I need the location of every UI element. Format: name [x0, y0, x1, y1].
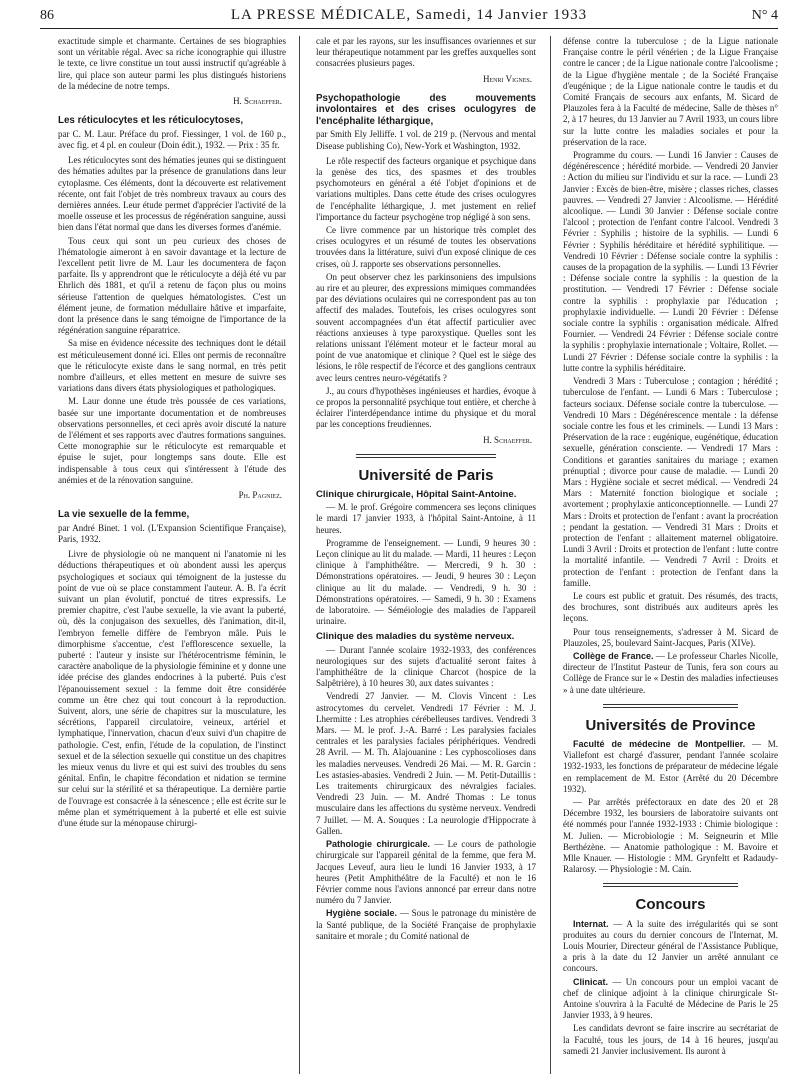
body-paragraph: Pour tous renseignements, s'adresser à M. Sicard de Plauzoles, 25, boulevard Saint-Jacques, Paris (XIVe).: [563, 626, 778, 648]
body-paragraph: Livre de physiologie où ne manquent ni l'anatomie ni les déductions thérapeutiques et où abondent aussi les aperçus psychologiques et sociaux qui témoignent de la justesse du point de vue où se place constamment l'auteur. A. B. l'a écrit suivant un plan évolutif, ponctué de titres expressifs. Le premier chapitre, c'est l'aube sexuelle, la vie avant la puberté, où, dès la conjugaison des sexuelles, dès l'animation, dit-il, l'embryon femelle diffère de l'embryon mâle. Puis le dimorphisme s'accentue, c'est l'efflorescence sexuelle, la puberté : l'auteur y insiste sur l'hétérocentrisme féminin, le caractère anabolique de la physiologie féminine et y donne une idée précise des glandes endocrines à la puberté. Puis c'est l'épanouissement sexuel : la femme doit être considérée comme un être chez qui tout concourt à la reproduction. Suivent, alors, une série de chapitres sur la musculature, les sécrétions, l'appareil circulatoire, veineux, artériel et lymphatique, l'innervation, chacun d'eux suivi d'un chapitre de pathologie. C'est, enfin, l'étude de la copulation, de l'instinct sexuel et de la sélection sexuelle qui constitue un des chapitres les mieux venus du livre et qui est suivi des troubles du sens génital. Enfin, le chapitre fécondation et nidation se termine sur celui sur la stérilité et sa thérapeutique. La dernière partie de l'ouvrage est consacrée à la sénescence ; elle est écrite sur le même plan et symétriquement à la puberté et elle est suivie d'une étude sur la ménopause chirurgi-: [58, 549, 286, 828]
section-heading: Université de Paris: [358, 466, 494, 484]
subsection-heading: Clinicat.: [573, 976, 609, 987]
column-3: [563, 36, 778, 1074]
review-bibliography: par Smith Ely Jelliffe. 1 vol. de 219 p. (Nervous and mental Disease publishing Co), New-York et Washington, 1932.: [316, 129, 536, 151]
body-paragraph: Programme du cours. — Lundi 16 Janvier : Causes de dégénérescence ; hérédité morbide. — Vendredi 20 Janvier : Action du milieu sur l'individu et sur la race. — Lundi 23 Janvier : Excès de bien-être, misère ; classes riches, classes pauvres. — Vendredi 27 Janvier : Alcoolisme. — Hérédité alcoolique. — Lundi 30 Janvier : Défense sociale contre l'alcool ; protection de l'enfant contre l'alcool. Vendredi 3 Février : Syphilis ; histoire de la syphilis. — Lundi 6 Février : Syphilis héréditaire et hérédité syphilitique. — Vendredi 10 Février : Défense sociale contre la syphilis : causes de la propagation de la syphilis. — Lundi 13 Février : Défense sociale contre la syphilis : la question de la prostitution. — Vendredi 17 Février : Défense sociale contre la syphilis : prophylaxie par l'éducation ; prophylaxie individuelle. — Lundi 20 Février : Défense sociale contre la syphilis : organisation médicale. Alfred Fournier. — Vendredi 24 Février : Défense sociale contre la syphilis : prophylaxie internationale ; Voltaire, Rollet. — Lundi 27 Février : Défense sociale contre la syphilis : la lutte contre la syphilis héréditaire.: [563, 150, 778, 373]
section-divider: [603, 704, 738, 708]
body-paragraph: Tous ceux qui sont un peu curieux des choses de l'hématologie aimeront à en savoir davantage et la lecture de l'excellent petit livre de M. Laur les documentera de façon parfaite. Ils y apprendront que le réticulocyte a déjà été vu par Ehrlich dès 1881, et qu'il a retenu de façon plus ou moins sérieuse l'attention de quelques hématologistes. C'est un élément jeune, de formation médullaire hâtive et imparfaite, dont la présence dans le sang témoigne de l'importance de la régénération sanguine réparatrice.: [58, 235, 286, 336]
body-text: — A la suite des irrégularités qui se sont produites au cours du dernier concours de l'Internat, M. Louis Mourier, Directeur général de l'Assistance Publique, a pris à la date du 12 Janvier un arrêté annulant ce concours.: [563, 918, 778, 974]
issue-number: N° 4: [751, 8, 778, 23]
page-header: [40, 6, 778, 29]
review-title: Psychopathologie des mouvements involontaires et des crises oculogyres de l'encéphalite léthargique,: [316, 92, 536, 127]
body-paragraph: — M. le prof. Grégoire commencera ses leçons cliniques le mardi 17 janvier 1933, à l'hôpital Saint-Antoine, à 11 heures.: [316, 502, 536, 535]
subsection-heading: Hygiène sociale.: [326, 908, 398, 919]
body-text: — Le cours de pathologie chirurgicale sur l'appareil génital de la femme, que fera M. Jacques Leveuf, aura lieu le lundi 16 Janvier 1933, à 17 heures (Petit Amphithéâtre de la Faculté) et non le 16 Février comme nous l'avions annoncé par erreur dans notre numéro du 7 Janvier.: [316, 839, 536, 906]
signature: H. Schaeffer.: [483, 434, 532, 445]
body-paragraph: — Par arrêtés préfectoraux en date des 20 et 28 Décembre 1932, les boursiers de laboratoire suivants ont été nommés pour l'année 1932-1933 : Chimie biologique : M. Julien. — Microbiologie : M. Seigneurin et Mlle Berthézène. — Anatomie pathologique : M. Bavoire et Mlle Knauer. — Histologie : MM. Grynfeltt et Radaudy-Ralarosy. — Physiologie : M. Cain.: [563, 797, 778, 875]
body-paragraph: — Durant l'année scolaire 1932-1933, des conférences neurologiques sur des sujets d'actualité seront faites à l'amphithéâtre de la clinique Charcot (hospice de la Salpêtrière), à 10 heures 30, aux dates suivantes :: [316, 644, 536, 689]
review-bibliography: par André Binet. 1 vol. (L'Expansion Scientifique Française), Paris, 1932.: [58, 522, 286, 544]
body-text: — Sous le patronage du ministère de la Santé publique, de la Société Française de prophylaxie sanitaire et morale ; du Comité national de: [316, 908, 536, 941]
column-2: [316, 36, 536, 1074]
body-paragraph: Les candidats devront se faire inscrire au secrétariat de la Faculté, tous les jours, de 14 à 16 heures, jusqu'au samedi 21 Janvier inclusivement. Ils auront à: [563, 1023, 778, 1056]
review-title: Les réticulocytes et les réticulocytoses,: [58, 115, 244, 127]
column-rule: [550, 36, 551, 1074]
review-bibliography: par C. M. Laur. Préface du prof. Fiessinger, 1 vol. de 160 p., avec fig. et 4 pl. en couleur (Doin édit.), 1932. — Prix : 35 fr.: [58, 128, 286, 150]
body-paragraph: cale et par les rayons, sur les insuffisances ovariennes et sur leur thérapeutique notamment par les greffes auxquelles sont consacrées plusieurs pages.: [316, 36, 536, 69]
body-text: — Le professeur Charles Nicolle, directeur de l'Institut Pasteur de Tunis, fera son cours au Collège de France sur le « Destin des maladies infectieuses » à une date ultérieure.: [563, 650, 778, 695]
subsection-heading: Clinique chirurgicale, Hôpital Saint-Antoine.: [316, 489, 517, 500]
body-text: — M. Viallefont est chargé d'assurer, pendant l'année scolaire 1932-1933, les fonctions de préparateur de médecine légale en remplacement de M. Estor (Arrêté du 20 Décembre 1932).: [563, 738, 778, 794]
subsection-heading: Pathologie chirurgicale.: [326, 839, 431, 850]
body-paragraph: M. Laur donne une étude très poussée de ces variations, basée sur une importante documentation et de nombreuses observations personnelles, et ceci après avoir discuté la nature de l'élément et ses rapports avec d'autres formations sanguines. Cette monographie sur le réticulocyte est remarquable et épuise le sujet, pour longtemps sans doute. Elle est indispensable à tous ceux qui s'intéressent à l'étude des anémies et de la rénovation sanguine.: [58, 396, 286, 485]
subsection-heading: Internat.: [573, 918, 609, 929]
signature: H. Schaeffer.: [233, 96, 282, 107]
journal-title: LA PRESSE MÉDICALE, Samedi, 14 Janvier 1933: [230, 7, 588, 23]
section-heading: Universités de Province: [585, 716, 756, 734]
body-paragraph: Programme de l'enseignement. — Lundi, 9 heures 30 : Leçon clinique au lit du malade. — Mardi, 11 heures : Leçon clinique à l'amphithéâtre. — Mercredi, 9 h. 30 : Démonstrations opératoires. — Jeudi, 9 heures 30 : Leçon clinique au lit du malade. — Vendredi, 9 h. 30 : Démonstrations opératoires. — Samedi, 9 h. 30 : Examens de laboratoire. — Séméiologie des maladies de l'appareil urinaire.: [316, 537, 536, 627]
column-rule: [299, 36, 300, 1074]
body-paragraph: Sa mise en évidence nécessite des techniques dont le détail est méticuleusement donné ici. Elles ont permis de reconnaître que le réticulocyte existe dans le sang normal, en très petit nombre d'ailleurs, et elles mettent en mesure de suivre ses variations dans divers états physiologiques et pathologiques.: [58, 338, 286, 394]
body-paragraph: Vendredi 3 Mars : Tuberculose ; contagion ; hérédité ; tuberculose de l'enfant. — Lundi 6 Mars : Tuberculose ; facteurs sociaux. Défense sociale contre la tuberculose. — Vendredi 10 Mars : Dégénérescence mentale : la défense sociale contre les fous et les criminels. — Lundi 13 Mars : Préservation de la race : eugénique, eugénétique, éducation sexuelle, génération consciente. — Vendredi 17 Mars : Conditions et garanties sanitaires du mariage ; examen prénuptial ; divorce pour cause de maladie. — Lundi 20 Mars : Hygiène sociale et secret médical. — Vendredi 24 Mars : Maternité fonction biologique et sociale ; avortement ; prophylaxie anticonceptionnelle. — Lundi 27 Mars : Droits et protection de l'enfant : avant la procréation ; pendant la gestation. — Vendredi 31 Mars : Droits et protection de l'enfant : allaitement maternel obligatoire. Lundi 3 Avril : Droits et protection de l'enfant : lutte contre la mortalité infantile. — Vendredi 7 Avril : Droits et protection de l'enfant : protection de l'enfant dans la famille.: [563, 376, 778, 588]
body-paragraph: Vendredi 27 Janvier. — M. Clovis Vincent : Les astrocytomes du cervelet. Vendredi 17 Février : M. J. Lhermitte : Les atrophies cérébelleuses tardives. Vendredi 3 Mars. — M. le prof. J.-A. Barré : Les paralysies faciales centrales et les paralysies faciales périphériques. Vendredi 28 Avril. — M. Th. Alajouanine : Les cyphoscolioses dans les maladies nerveuses. Vendredi 26 Mai. — M. R. Garcin : Les astasies-abasies. Vendredi 2 Juin. — M. Petit-Dutaillis : Les traitements chirurgicaux des névralgies faciales. Vendredi 23 Juin. — M. André Thomas : Le tonus musculaire dans les affections du système nerveux. Vendredi 7 Juillet. — M. A. Souques : La neurologie d'Hippocrate à Gallen.: [316, 691, 536, 836]
subsection-heading: Collège de France.: [573, 650, 654, 661]
body-paragraph: Les réticulocytes sont des hématies jeunes qui se distinguent des hématies adultes par la présence de granulations dans leur cytoplasme. Ces éléments, dont la découverte est relativement récente, ont fait l'objet de très nombreux travaux au cours des dernières années. Leur étude permet d'apprécier l'activité de la moelle osseuse et les processus de régénération sanguine, aussi bien dans l'état normal que dans les diverses formes d'anémie.: [58, 155, 286, 233]
body-paragraph: défense contre la tuberculose ; de la Ligue nationale Française contre le péril vénérien ; de la Ligue Française contre le cancer ; de la Ligue nationale contre l'alcoolisme ; de la Ligue d'hygiène mentale ; de la Société Française d'eugénique ; de la Ligue nationale contre le taudis et du Comité Français de secours aux enfants, M. Sicard de Plauzoles fera à la Faculté de médecine, Salle de thèses n° 2, à 17 heures, du 13 Janvier au 7 Avril 1933, un cours libre sur la lutte contre les maladies sociales et pour la préservation de la race.: [563, 36, 778, 147]
subsection-heading: Faculté de médecine de Montpellier.: [573, 738, 746, 749]
subsection-heading: Clinique des maladies du système nerveux.: [316, 631, 515, 643]
body-paragraph: Ce livre commence par un historique très complet des crises oculogyres et un résumé de toutes les observations trouvées dans la littérature, suivi d'un exposé clinique de ces crises, où J. rapporte ses observations personnelles.: [316, 224, 536, 269]
section-divider: [356, 454, 496, 458]
signature: Henri Vignes.: [482, 73, 532, 84]
column-1: [58, 36, 286, 1074]
review-title: La vie sexuelle de la femme,: [58, 509, 190, 521]
body-paragraph: exactitude simple et charmante. Certaines de ses biographies sont un véritable régal. Avec sa riche iconographie qui illustre le texte, ce livre constitue un tout aussi instructif qu'agréable à lire, qui place son auteur parmi les plus distingués historiens de la médecine de notre temps.: [58, 36, 286, 91]
signature: Ph. Pagniez.: [238, 490, 282, 501]
body-paragraph: On peut observer chez les parkinsoniens des impulsions au rire et au pleurer, des expressions mimiques commandées par des déviations oculaires qui ne correspondent pas au ton affectif des malades. Toutefois, les crises oculogyres sont souvent accompagnées d'un état affectif particulier avec réactions anxieuses à type paroxystique. Quelles sont les relations unissant l'élément moteur et le facteur moral au point de vue anatomique et clinique ? Quel est le siège des lésions, le rôle respectif de l'écorce et des ganglions centraux avec leurs centres neuro-végétatifs ?: [316, 271, 536, 383]
body-paragraph: Le cours est public et gratuit. Des résumés, des tracts, des brochures, sont distribués aux auditeurs après les leçons.: [563, 590, 778, 624]
section-divider: [603, 883, 738, 887]
body-text: — Un concours pour un emploi vacant de chef de clinique adjoint à la clinique chirurgicale St-Antoine s'ouvrira à la Faculté de Médecine de Paris le 25 Janvier 1933, à 9 heures.: [563, 976, 778, 1021]
body-paragraph: J., au cours d'hypothèses ingénieuses et hardies, évoque à ce propos la personnalité psychique tout entière, et cherche à éclairer l'interdépendance intime du physique et du moral par les conceptions freudiennes.: [316, 385, 536, 430]
body-paragraph: Le rôle respectif des facteurs organique et psychique dans la genèse des tics, des spasmes et des troubles psychomoteurs en général a été l'objet d'opinions et de variations multiples. Dans cette étude des crises oculogyres de l'encéphalite léthargique, J. met justement en relief l'importance du facteur psychogène trop négligé à son sens.: [316, 155, 536, 222]
section-heading: Concours: [635, 896, 706, 914]
page-number: 86: [40, 8, 54, 23]
